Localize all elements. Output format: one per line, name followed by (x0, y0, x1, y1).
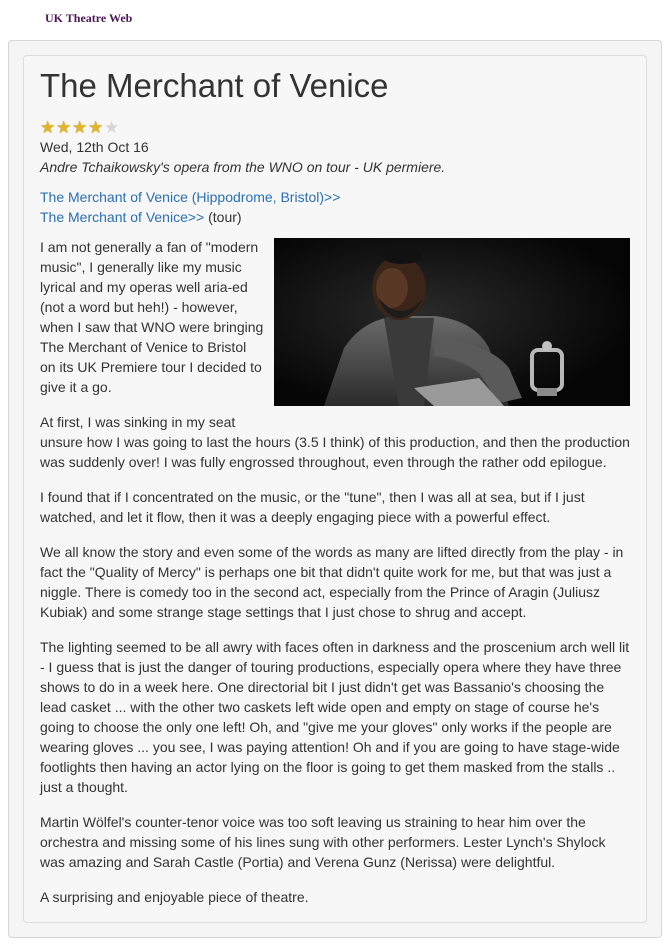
review-subtitle: Andre Tchaikowsky's opera from the WNO on tour - UK permiere. (40, 159, 446, 175)
tour-link-suffix: (tour) (204, 209, 242, 225)
review-paragraph: At first, I was sinking in my seat unsure how I was going to last the hours (3.5 I think) of this production, and then the production was suddenly over! I was fully engrossed throughout, even through the rather odd epilogue. (40, 414, 630, 470)
review-paragraph: A surprising and enjoyable piece of theatre. (40, 889, 309, 905)
star-icon: ★ (72, 118, 88, 137)
review-card (23, 55, 647, 923)
review-paragraph: The lighting seemed to be all awry with faces often in darkness and the proscenium arch well lit - I guess that is just the danger of touring productions, especially opera where they have three shows to do in a week here. One directorial bit I just didn't get was Bassanio's choosing the lead casket ... with the other two caskets left wide open and empty on stage of course he's going to choose the only one left! Oh, and "give me your gloves" only works if the people are wearing gloves ... you see, I was paying attention! Oh and if you are going to have stage-wide footlights then having an actor lying on the floor is going to get them masked from the stalls .. just a thought. (40, 639, 630, 795)
tour-link[interactable]: The Merchant of Venice>> (40, 209, 205, 225)
review-paragraph: I am not generally a fan of "modern music", I generally like my music lyrical and my operas well aria-ed (not a word but heh!) - however, when I saw that WNO were bringing The Merchant of Venice to Bristol on its UK Premiere tour I decided to give it a go. (40, 239, 264, 395)
review-paragraph: I found that if I concentrated on the music, or the "tune", then I was all at sea, but if I just watched, and let it flow, then it was a deeply engaging piece with a powerful effect. (40, 489, 585, 525)
star-icon: ★ (88, 118, 104, 137)
review-paragraph: We all know the story and even some of the words as many are lifted directly from the play - in fact the "Quality of Mercy" is perhaps one bit that didn't quite work for me, but that was just a niggle. There is comedy too in the second act, especially from the Prince of Aragin (Juliusz Kubiak) and some strange stage settings that I just chose to shrug and accept. (40, 544, 624, 620)
review-paragraph: Martin Wölfel's counter-tenor voice was too soft leaving us straining to hear him over the orchestra and missing some of his lines sung with other performers. Lester Lynch's Shylock was amazing and Sarah Castle (Portia) and Verena Gunz (Nerissa) were delightful. (40, 814, 606, 870)
related-links (40, 187, 630, 227)
star-icon: ★ (56, 118, 72, 137)
performer-image (274, 238, 630, 406)
star-rating (40, 119, 630, 136)
site-logo[interactable]: UK Theatre Web (45, 11, 133, 25)
review-body (40, 237, 630, 907)
review-title: The Merchant of Venice (40, 67, 389, 104)
star-icon: ★ (40, 118, 56, 137)
review-date: Wed, 12th Oct 16 (40, 139, 149, 155)
venue-link[interactable]: The Merchant of Venice (Hippodrome, Bristol)>> (40, 189, 341, 205)
production-photo (274, 238, 630, 406)
star-empty-icon: ★ (104, 118, 120, 137)
